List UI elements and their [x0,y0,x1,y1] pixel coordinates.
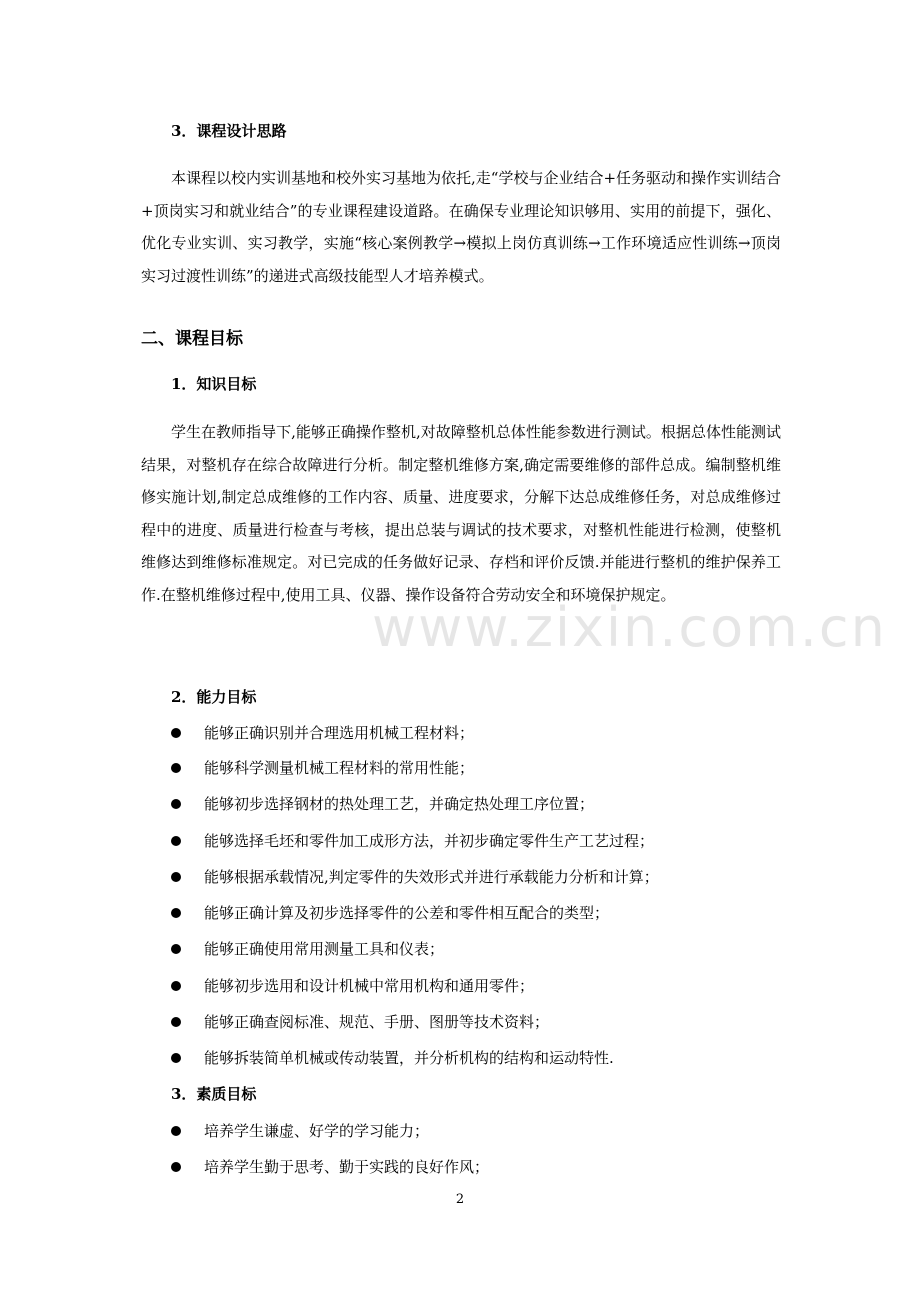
list-item-text: 能够根据承载情况,判定零件的失效形式并进行承载能力分析和计算； [204,868,659,886]
list-item [0,901,920,925]
list-item-text: 能够拆装简单机械或传动装置，并分析机构的结构和运动特性. [204,1049,614,1067]
list-item [0,829,920,853]
bullet-icon [171,763,181,773]
bullet-icon [171,1162,181,1172]
chapter-heading-course-goals: 二、课程目标 [141,329,243,349]
bullet-icon [171,872,181,882]
bullet-icon [171,1017,181,1027]
list-item [0,721,920,745]
list-item-text: 能够初步选择钢材的热处理工艺，并确定热处理工序位置； [204,795,595,813]
bullet-icon [171,981,181,991]
bullet-icon [171,1126,181,1136]
list-item-text: 培养学生谦虚、好学的学习能力； [204,1122,430,1140]
list-item [0,792,920,816]
knowledge-goal-paragraph: 学生在教师指导下,能够正确操作整机,对故障整机总体性能参数进行测试。根据总体性能测试结果，对整机存在综合故障进行分析。制定整机维修方案,确定需要维修的部件总成。编制整机维修实施计划,制定总成维修的工作内容、质量、进度要求，分解下达总成维修任务，对总成维修过程中的进度、质量进行检查与考核，提出总装与调试的技术要求，对整机性能进行检测，使整机维修达到维修标准规定。对已完成的任务做好记录、存档和评价反馈.并能进行整机的维护保养工作.在整机维修过程中,使用工具、仪器、操作设备符合劳动安全和环境保护规定。 [141,423,781,604]
bullet-icon [171,728,181,738]
page-number: 2 [455,1192,465,1207]
list-item [0,1010,920,1034]
bullet-icon [171,1053,181,1063]
list-item [0,1119,920,1143]
bullet-icon [171,836,181,846]
list-item [0,1046,920,1070]
list-item [0,756,920,780]
list-item-text: 能够科学测量机械工程材料的常用性能； [204,759,475,777]
list-item [0,865,920,889]
course-design-paragraph: 本课程以校内实训基地和校外实习基地为依托,走“学校与企业结合+任务驱动和操作实训结合+顶岗实习和就业结合”的专业课程建设道路。在确保专业理论知识够用、实用的前提下，强化、优化专业实训、实习教学，实施“核心案例教学→模拟上岗仿真训练→工作环境适应性训练→顶岗实习过渡性训练”的递进式高级技能型人才培养模式。 [141,169,782,285]
section-heading-quality-goal: 3．素质目标 [171,1085,257,1103]
list-item [0,974,920,998]
list-item [0,1155,920,1179]
bullet-icon [171,944,181,954]
list-item-text: 能够正确识别并合理选用机械工程材料； [204,724,475,742]
list-item-text: 能够选择毛坯和零件加工成形方法，并初步确定零件生产工艺过程； [204,832,655,850]
section-heading-ability-goal: 2．能力目标 [171,688,257,706]
list-item-text: 能够正确使用常用测量工具和仪表； [204,940,445,958]
list-item-text: 培养学生勤于思考、勤于实践的良好作风； [204,1158,490,1176]
list-item [0,937,920,961]
list-item-text: 能够初步选用和设计机械中常用机构和通用零件； [204,977,535,995]
section-heading-knowledge-goal: 1．知识目标 [171,375,257,393]
watermark: www.zixin.com.cn [372,596,887,659]
bullet-icon [171,908,181,918]
list-item-text: 能够正确计算及初步选择零件的公差和零件相互配合的类型； [204,904,610,922]
list-item-text: 能够正确查阅标准、规范、手册、图册等技术资料； [204,1013,550,1031]
bullet-icon [171,799,181,809]
section-heading-course-design: 3．课程设计思路 [171,122,287,140]
